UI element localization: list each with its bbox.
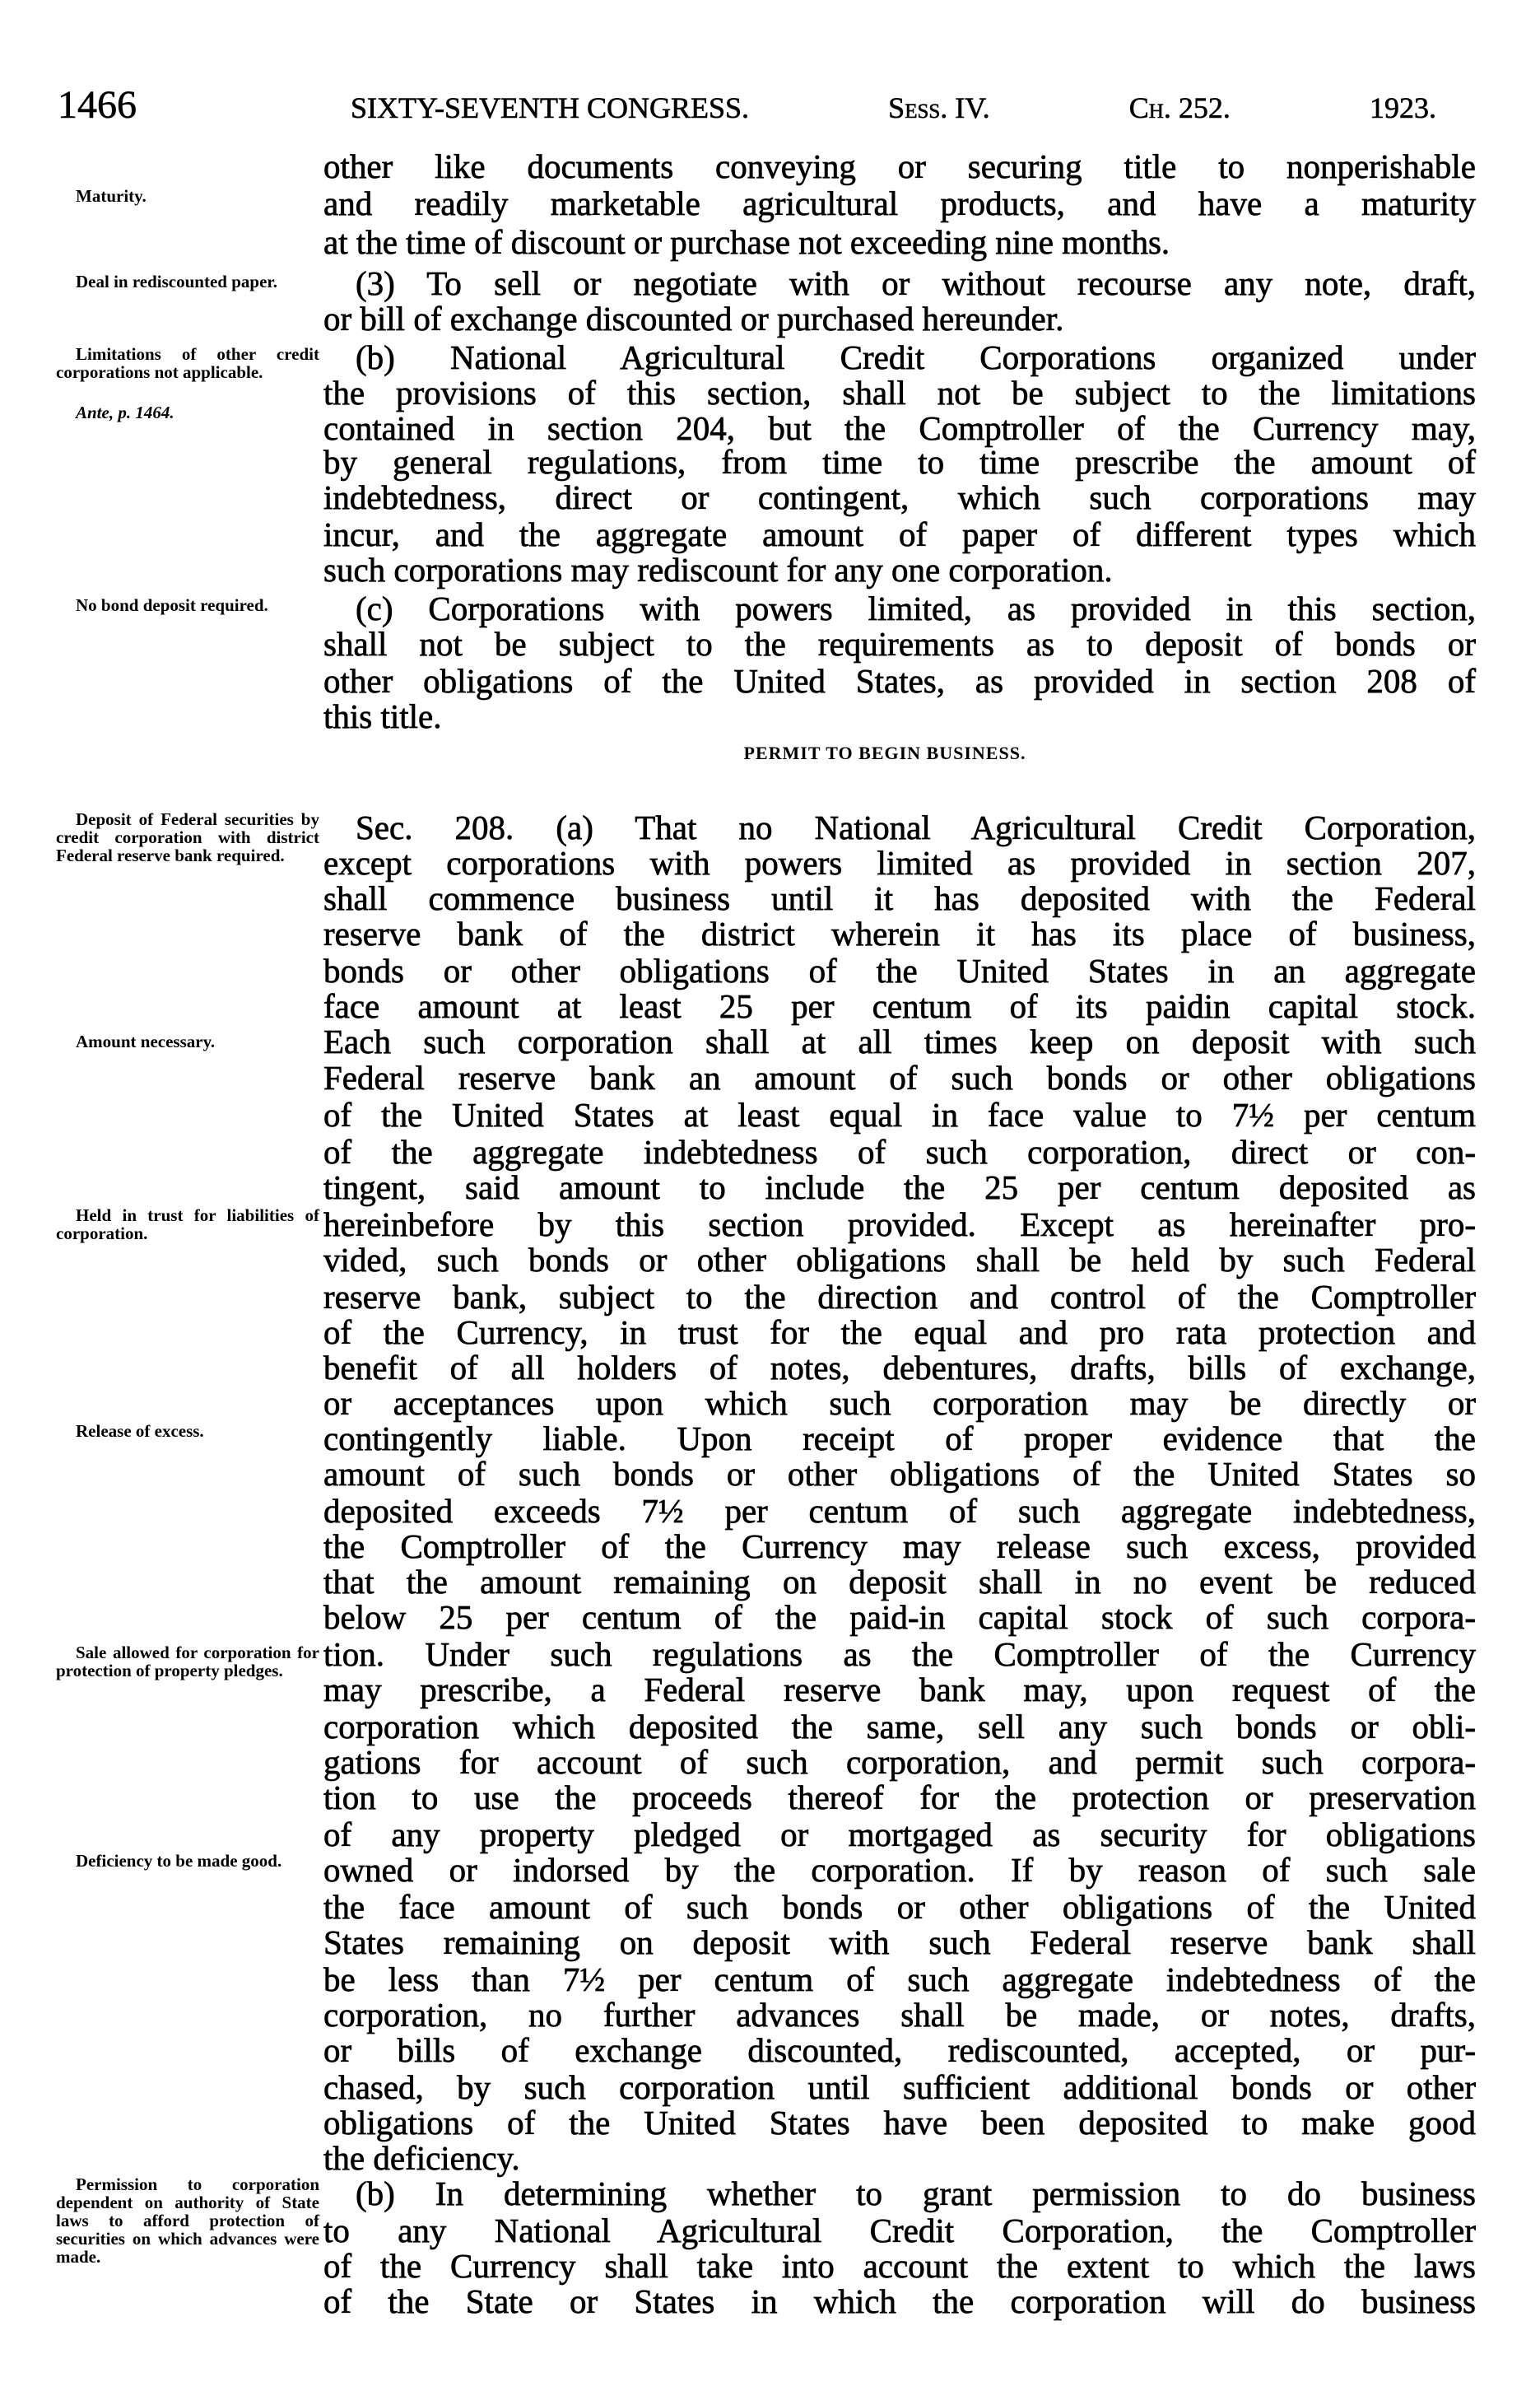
text-line: owned or indorsed by the corporation. If by reason of such sale (323, 1851, 1476, 1889)
text-line: other like documents conveying or securing title to nonperishable (323, 147, 1476, 185)
text-line: the face amount of such bonds or other obligations of the United (323, 1888, 1476, 1926)
margin-note: Deal in rediscounted paper. (76, 272, 278, 291)
margin-note: Held in trust for liabilities of corporation. (56, 1205, 319, 1243)
margin-note: Sale allowed for corporation for protection of property pledges. (56, 1643, 319, 1680)
text-line: the deficiency. (323, 2139, 520, 2177)
text-line: of the State or States in which the corporation will do business (323, 2282, 1476, 2320)
text-line: that the amount remaining on deposit shall in no event be reduced (323, 1563, 1476, 1601)
text-line: incur, and the aggregate amount of paper of different types which (323, 515, 1476, 553)
margin-note: Deposit of Federal securities by credit corporation with district Federal reserve bank required. (56, 809, 319, 865)
text-line: obligations of the United States have been deposited to make good (323, 2104, 1476, 2142)
text-line: hereinbefore by this section provided. Except as hereinafter pro- (323, 1205, 1476, 1243)
text-line: chased, by such corporation until sufficient additional bonds or other (323, 2068, 1476, 2106)
margin-note: Deficiency to be made good. (76, 1851, 282, 1871)
margin-note: Permission to corporation dependent on authority of State laws to afford protection of securities on which advances were made. (56, 2174, 319, 2267)
text-line: tion. Under such regulations as the Comptroller of the Currency (323, 1635, 1476, 1673)
text-line: face amount at least 25 per centum of its paidin capital stock. (323, 987, 1476, 1025)
chapter: Ch. 252. (1128, 91, 1231, 124)
text-line: reserve bank of the district wherein it has its place of business, (323, 915, 1476, 953)
text-line: of the Currency shall take into account the extent to which the laws (323, 2247, 1476, 2285)
section-heading: PERMIT TO BEGIN BUSINESS. (743, 743, 1026, 763)
margin-note: Release of excess. (76, 1421, 204, 1441)
text-line: shall commence business until it has deposited with the Federal (323, 879, 1476, 917)
text-line: shall not be subject to the requirements as to deposit of bonds or (323, 625, 1476, 663)
text-line: such corporations may rediscount for any one corporation. (323, 551, 1113, 589)
text-line: or bills of exchange discounted, rediscounted, accepted, or pur- (323, 2031, 1476, 2069)
margin-note: No bond deposit required. (76, 595, 268, 615)
text-line: be less than 7½ per centum of such aggregate indebtedness of the (323, 1960, 1476, 1998)
text-line: below 25 per centum of the paid-in capital stock of such corpora- (323, 1598, 1476, 1636)
text-line: amount of such bonds or other obligations of the United States so (323, 1455, 1476, 1493)
text-line: other obligations of the United States, as provided in section 208 of (323, 662, 1476, 700)
text-line: tion to use the proceeds thereof for the protection or preservation (323, 1778, 1476, 1816)
congress-title: SIXTY-SEVENTH CONGRESS. (351, 91, 750, 124)
text-line: except corporations with powers limited as provided in section 207, (323, 844, 1476, 882)
margin-note: Limitations of other credit corporations not applicable. (56, 344, 319, 382)
text-line: Each such corporation shall at all times keep on deposit with such (323, 1023, 1476, 1060)
margin-note: Amount necessary. (76, 1032, 216, 1051)
text-line: tingent, said amount to include the 25 per centum deposited as (323, 1168, 1476, 1206)
text-line: reserve bank, subject to the direction and control of the Comptroller (323, 1278, 1476, 1316)
text-line: of any property pledged or mortgaged as security for obligations (323, 1815, 1476, 1853)
text-line: contingently liable. Upon receipt of proper evidence that the (323, 1419, 1476, 1457)
margin-note: Ante, p. 1464. (76, 403, 174, 422)
text-line: bonds or other obligations of the United States in an aggregate (323, 952, 1476, 990)
text-line: (3) To sell or negotiate with or without recourse any note, draft, (356, 264, 1476, 302)
text-line: or acceptances upon which such corporation may be directly or (323, 1384, 1476, 1422)
text-line: of the Currency, in trust for the equal and pro rata protection and (323, 1313, 1476, 1351)
text-line: (b) National Agricultural Credit Corporations organized under (356, 338, 1476, 376)
text-line: benefit of all holders of notes, debentures, drafts, bills of exchange, (323, 1349, 1476, 1387)
text-line: deposited exceeds 7½ per centum of such aggregate indebtedness, (323, 1492, 1476, 1530)
text-line: this title. (323, 697, 442, 735)
text-line: the Comptroller of the Currency may release such excess, provided (323, 1527, 1476, 1565)
text-line: indebtedness, direct or contingent, which such corporations may (323, 478, 1476, 516)
text-line: contained in section 204, but the Comptroller of the Currency may, (323, 409, 1476, 447)
session: Sess. IV. (888, 91, 990, 124)
text-line: vided, such bonds or other obligations shall be held by such Federal (323, 1241, 1476, 1279)
text-line: at the time of discount or purchase not exceeding nine months. (323, 223, 1170, 261)
page-header (58, 82, 1436, 127)
text-line: (c) Corporations with powers limited, as provided in this section, (356, 590, 1476, 627)
text-line: States remaining on deposit with such Federal reserve bank shall (323, 1923, 1476, 1961)
text-line: by general regulations, from time to time prescribe the amount of (323, 443, 1476, 481)
text-line: and readily marketable agricultural products, and have a maturity (323, 184, 1476, 222)
text-line: or bill of exchange discounted or purchased hereunder. (323, 300, 1064, 338)
text-line: corporation which deposited the same, sell any such bonds or obli- (323, 1708, 1476, 1745)
text-line: of the aggregate indebtedness of such corporation, direct or con- (323, 1133, 1476, 1171)
text-line: gations for account of such corporation, and permit such corpora- (323, 1743, 1476, 1781)
margin-note: Maturity. (76, 186, 147, 206)
running-head (351, 91, 1436, 125)
text-line: Federal reserve bank an amount of such bonds or other obligations (323, 1059, 1476, 1097)
page-number: 1466 (58, 83, 137, 127)
text-line: may prescribe, a Federal reserve bank may, upon request of the (323, 1671, 1476, 1708)
text-line: Sec. 208. (a) That no National Agricultural Credit Corporation, (356, 809, 1476, 846)
text-line: the provisions of this section, shall not be subject to the limitations (323, 374, 1476, 412)
text-line: (b) In determining whether to grant permission to do business (356, 2174, 1476, 2212)
text-line: of the United States at least equal in face value to 7½ per centum (323, 1096, 1476, 1134)
text-line: corporation, no further advances shall be made, or notes, drafts, (323, 1996, 1476, 2034)
text-line: to any National Agricultural Credit Corporation, the Comptroller (323, 2212, 1476, 2249)
year: 1923. (1369, 91, 1436, 124)
